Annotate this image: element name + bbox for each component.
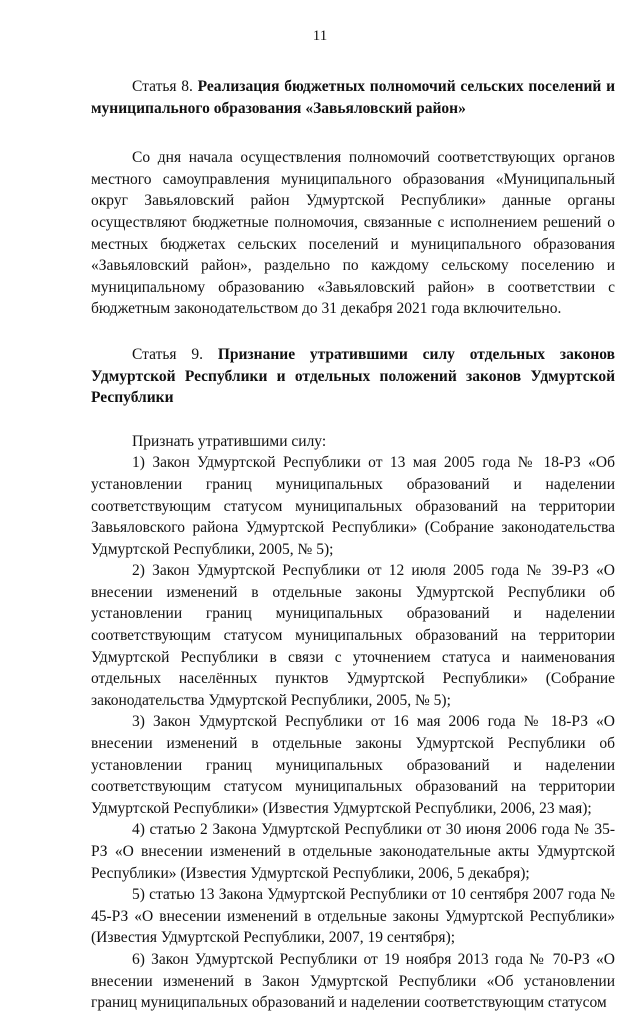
article-8-body: Со дня начала осуществления полномочий соответствующих органов местного самоуправления муниципального образования «Муниципальный округ Завьяловский район Удмуртской Республики» данные органы осуществляют бюджетные полномочия, связанные с исполнением решений о местных бюджетах сельских поселений и муниципального образования «Завьяловский район», раздельно по каждому сельскому поселению и муниципальному образованию «Завьяловский район» в соответствии с бюджетным законодательством до 31 декабря 2021 года включительно. [91, 149, 615, 318]
list-item: 4) статью 2 Закона Удмуртской Республики от 30 июня 2006 года № 35-РЗ «О внесении изменений в отдельные законодательные акты Удмуртской Республики» (Известия Удмуртской Республики, 2006, 5 декабря); [91, 821, 615, 882]
article-9-heading [91, 344, 615, 409]
page-number: 11 [312, 28, 328, 44]
article-9-prefix: Статья 9. [132, 345, 203, 363]
article-8-heading [91, 76, 615, 119]
list-item: 3) Закон Удмуртской Республики от 16 мая 2006 года № 18-РЗ «О внесении изменений в отдельные законы Удмуртской Республики об установлении границ муниципальных образований и наделении соответствующим статусом муниципальных образований на территории Удмуртской Республики» (Известия Удмуртской Республики, 2006, 23 мая); [91, 713, 615, 817]
list-item: 5) статью 13 Закона Удмуртской Республики от 10 сентября 2007 года № 45-РЗ «О внесении изменений в отдельные законы Удмуртской Республики» (Известия Удмуртской Республики, 2007, 19 сентября); [91, 886, 615, 947]
list-item: 2) Закон Удмуртской Республики от 12 июля 2005 года № 39-РЗ «О внесении изменений в отдельные законы Удмуртской Республики об установлении границ муниципальных образований и наделении соответствующим статусом муниципальных образований на территории Удмуртской Республики в связи с уточнением статуса и наименования отдельных населённых пунктов Удмуртской Республики» (Собрание законодательства Удмуртской Республики, 2005, № 5); [91, 562, 615, 709]
document-body [91, 76, 615, 1014]
article-9-intro: Признать утратившими силу: [132, 432, 327, 450]
list-item: 6) Закон Удмуртской Республики от 19 ноября 2013 года № 70-РЗ «О внесении изменений в Закон Удмуртской Республики «Об установлении границ муниципальных образований и наделении соответствующим статусом [91, 950, 615, 1012]
article-8-title: Реализация бюджетных полномочий сельских поселений и муниципального образования «Завьяловский район» [91, 78, 616, 117]
list-item: 1) Закон Удмуртской Республики от 13 мая 2005 года № 18-РЗ «Об установлении границ муниципальных образований и наделении соответствующим статусом муниципальных образований на территории Завьяловского района Удмуртской Республики» (Собрание законодательства Удмуртской Республики, 2005, № 5); [91, 454, 615, 558]
article-9-title: Признание утратившими силу отдельных законов Удмуртской Республики и отдельных положений законов Удмуртской Республики [91, 345, 615, 407]
article-8-prefix: Статья 8. [132, 78, 193, 95]
